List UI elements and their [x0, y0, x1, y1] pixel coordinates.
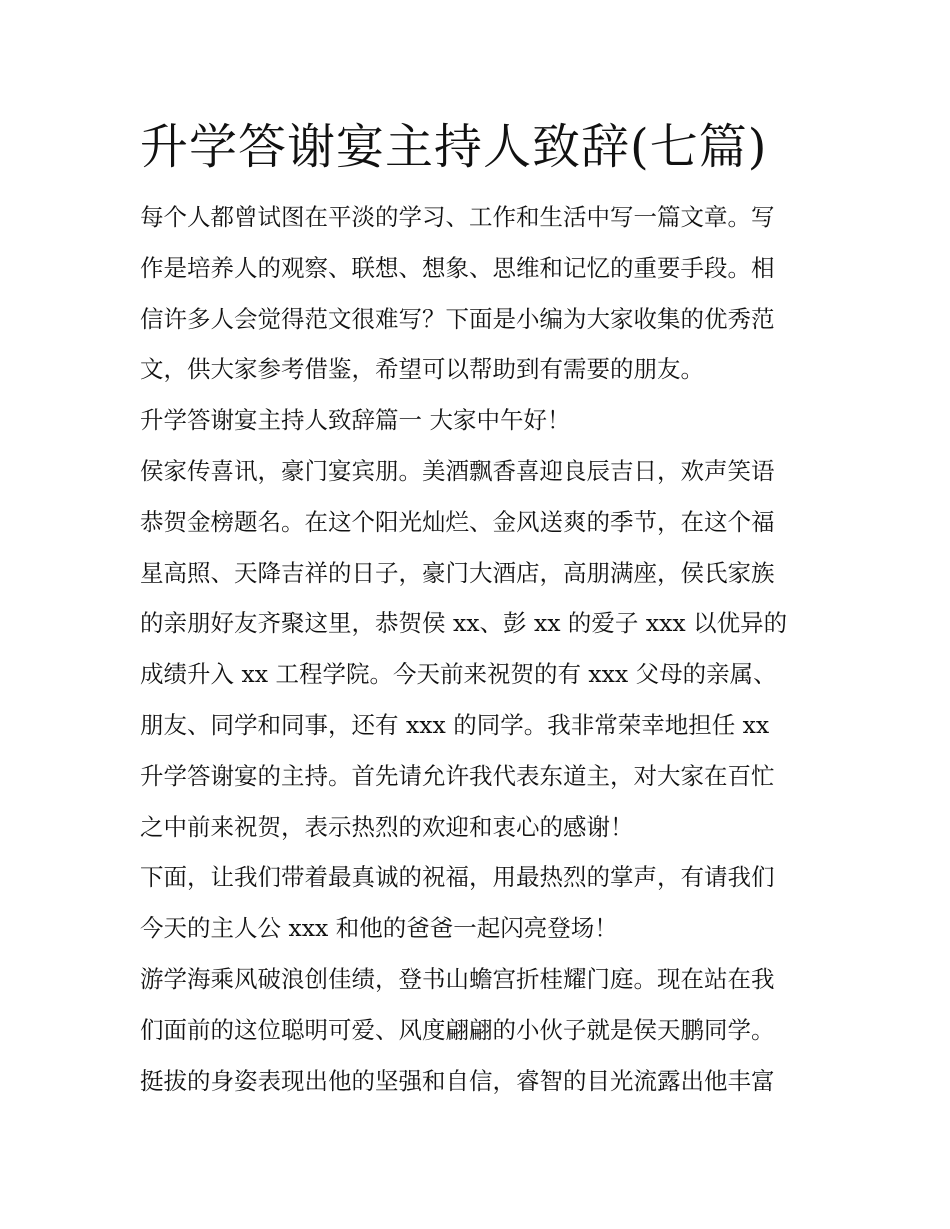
document-title: 升学答谢宴主持人致辞(七篇)	[140, 119, 768, 175]
text-line: 的亲朋好友齐聚这里，恭贺侯 xx、彭 xx 的爱子 xxx 以优异的	[140, 609, 788, 638]
text-line: 升学答谢宴的主持。首先请允许我代表东道主，对大家在百忙	[140, 761, 775, 790]
text-line: 们面前的这位聪明可爱、风度翩翩的小伙子就是侯天鹏同学。	[140, 1015, 775, 1044]
text-line: 下面，让我们带着最真诚的祝福，用最热烈的掌声，有请我们	[140, 863, 775, 892]
section-heading: 升学答谢宴主持人致辞篇一 大家中午好！	[140, 406, 571, 435]
text-line: 游学海乘风破浪创佳绩，登书山蟾宫折桂耀门庭。现在站在我	[140, 964, 775, 993]
text-line: 信许多人会觉得范文很难写？下面是小编为大家收集的优秀范	[140, 304, 775, 333]
text-line: 今天的主人公 xxx 和他的爸爸一起闪亮登场！	[140, 914, 618, 943]
text-line: 成绩升入 xx 工程学院。今天前来祝贺的有 xxx 父母的亲属、	[140, 660, 777, 689]
document-body	[140, 192, 812, 1106]
text-line: 恭贺金榜题名。在这个阳光灿烂、金风送爽的季节，在这个福	[140, 507, 775, 536]
text-line: 侯家传喜讯，豪门宴宾朋。美酒飘香喜迎良辰吉日，欢声笑语	[140, 456, 775, 485]
text-line: 挺拔的身姿表现出他的坚强和自信，睿智的目光流露出他丰富	[140, 1066, 775, 1095]
text-line: 星高照、天降吉祥的日子，豪门大酒店，高朋满座，侯氏家族	[140, 558, 775, 587]
text-line: 文，供大家参考借鉴，希望可以帮助到有需要的朋友。	[140, 355, 704, 384]
text-line: 作是培养人的观察、联想、想象、思维和记忆的重要手段。相	[140, 253, 775, 282]
text-line: 朋友、同学和同事，还有 xxx 的同学。我非常荣幸地担任 xx	[140, 710, 770, 739]
text-line: 之中前来祝贺，表示热烈的欢迎和衷心的感谢！	[140, 812, 634, 841]
document-page	[140, 112, 812, 1106]
text-line: 每个人都曾试图在平淡的学习、工作和生活中写一篇文章。写	[140, 203, 775, 231]
